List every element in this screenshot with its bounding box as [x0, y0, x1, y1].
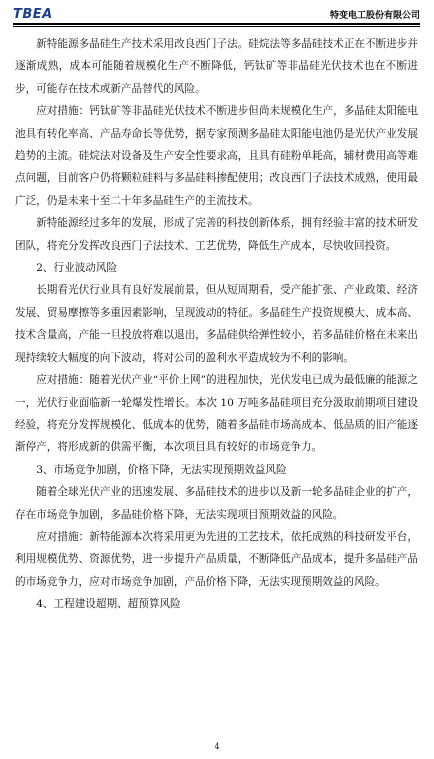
header-rule-thin — [13, 26, 420, 27]
paragraph: 长期看光伏行业具有良好发展前景，但从短周期看，受产能扩张、产业政策、经济发展、贸易摩擦等多重因素影响，呈现波动的特征。多晶硅生产投资规模大、成本高、技术含量高，产能一旦投放将难以退出，多晶硅供给弹性较小，若多晶硅价格在未来出现持续较大幅度的向下波动，将对公司的盈利水平造成较为不利的影响。 — [15, 284, 418, 364]
section-heading: 3、市场竞争加剧，价格下降，无法实现预期效益风险 — [36, 463, 287, 476]
paragraph: 新特能源经过多年的发展，形成了完善的科技创新体系，拥有经验丰富的技术研发团队，将充分发挥改良西门子法技术、工艺优势，降低生产成本，尽快收回投资。 — [15, 217, 418, 252]
section-heading: 2、行业波动风险 — [36, 262, 118, 275]
page-number: 4 — [214, 742, 220, 751]
paragraph: 应对措施：随着光伏产业“平价上网”的进程加快，光伏发电已成为最低廉的能源之一，光伏行业面临新一轮爆发性增长。本次 10 万吨多晶硅项目充分汲取前期项目建设经验，将充分发挥规模化、低成本的优势，随着多晶硅市场高成本、低品质的旧产能逐渐停产，将形成新的供需平衡，本次项目具有较好的市场竞争力。 — [15, 374, 418, 454]
paragraph: 应对措施：钙钛矿等非晶硅光伏技术不断进步但尚未规模化生产，多晶硅太阳能电池具有转化率高、产品寿命长等优势，据专家预测多晶硅太阳能电池仍是光伏产业发展趋势的主流。硅烷法对设备及生产安全性要求高，且具有硅粉单耗高，辅材费用高等难点问题，目前客户仍将颗粒硅料与多晶硅料掺配使用；改良西门子法技术成熟，使用最广泛，仍是未来十至二十年多晶硅生产的主流技术。 — [15, 105, 418, 207]
paragraph: 应对措施：新特能源本次将采用更为先进的工艺技术，依托成熟的科技研发平台，利用规模优势、资源优势，进一步提升产品质量，不断降低产品成本，提升多晶硅产品的市场竞争力，应对市场竞争加剧，产品价格下降，无法实现预期效益的风险。 — [15, 530, 418, 588]
company-name: 特变电工股份有限公司 — [329, 11, 420, 21]
paragraph: 随着全球光伏产业的迅速发展、多晶硅技术的进步以及新一轮多晶硅企业的扩产，存在市场竞争加剧，多晶硅价格下降，无法实现项目预期效益的风险。 — [15, 486, 418, 521]
body-text — [15, 33, 418, 616]
page-header — [13, 6, 420, 22]
section-heading: 4、工程建设超期、超预算风险 — [36, 598, 181, 611]
header-rule — [13, 23, 420, 25]
company-logo: TBEA — [13, 7, 53, 22]
paragraph: 新特能源多晶硅生产技术采用改良西门子法。硅烷法等多晶硅技术正在不断进步并逐渐成熟，成本可能随着规模化生产不断降低，钙钛矿等非晶硅光伏技术也在不断进步，可能存在技术或新产品替代的风险。 — [15, 38, 418, 95]
